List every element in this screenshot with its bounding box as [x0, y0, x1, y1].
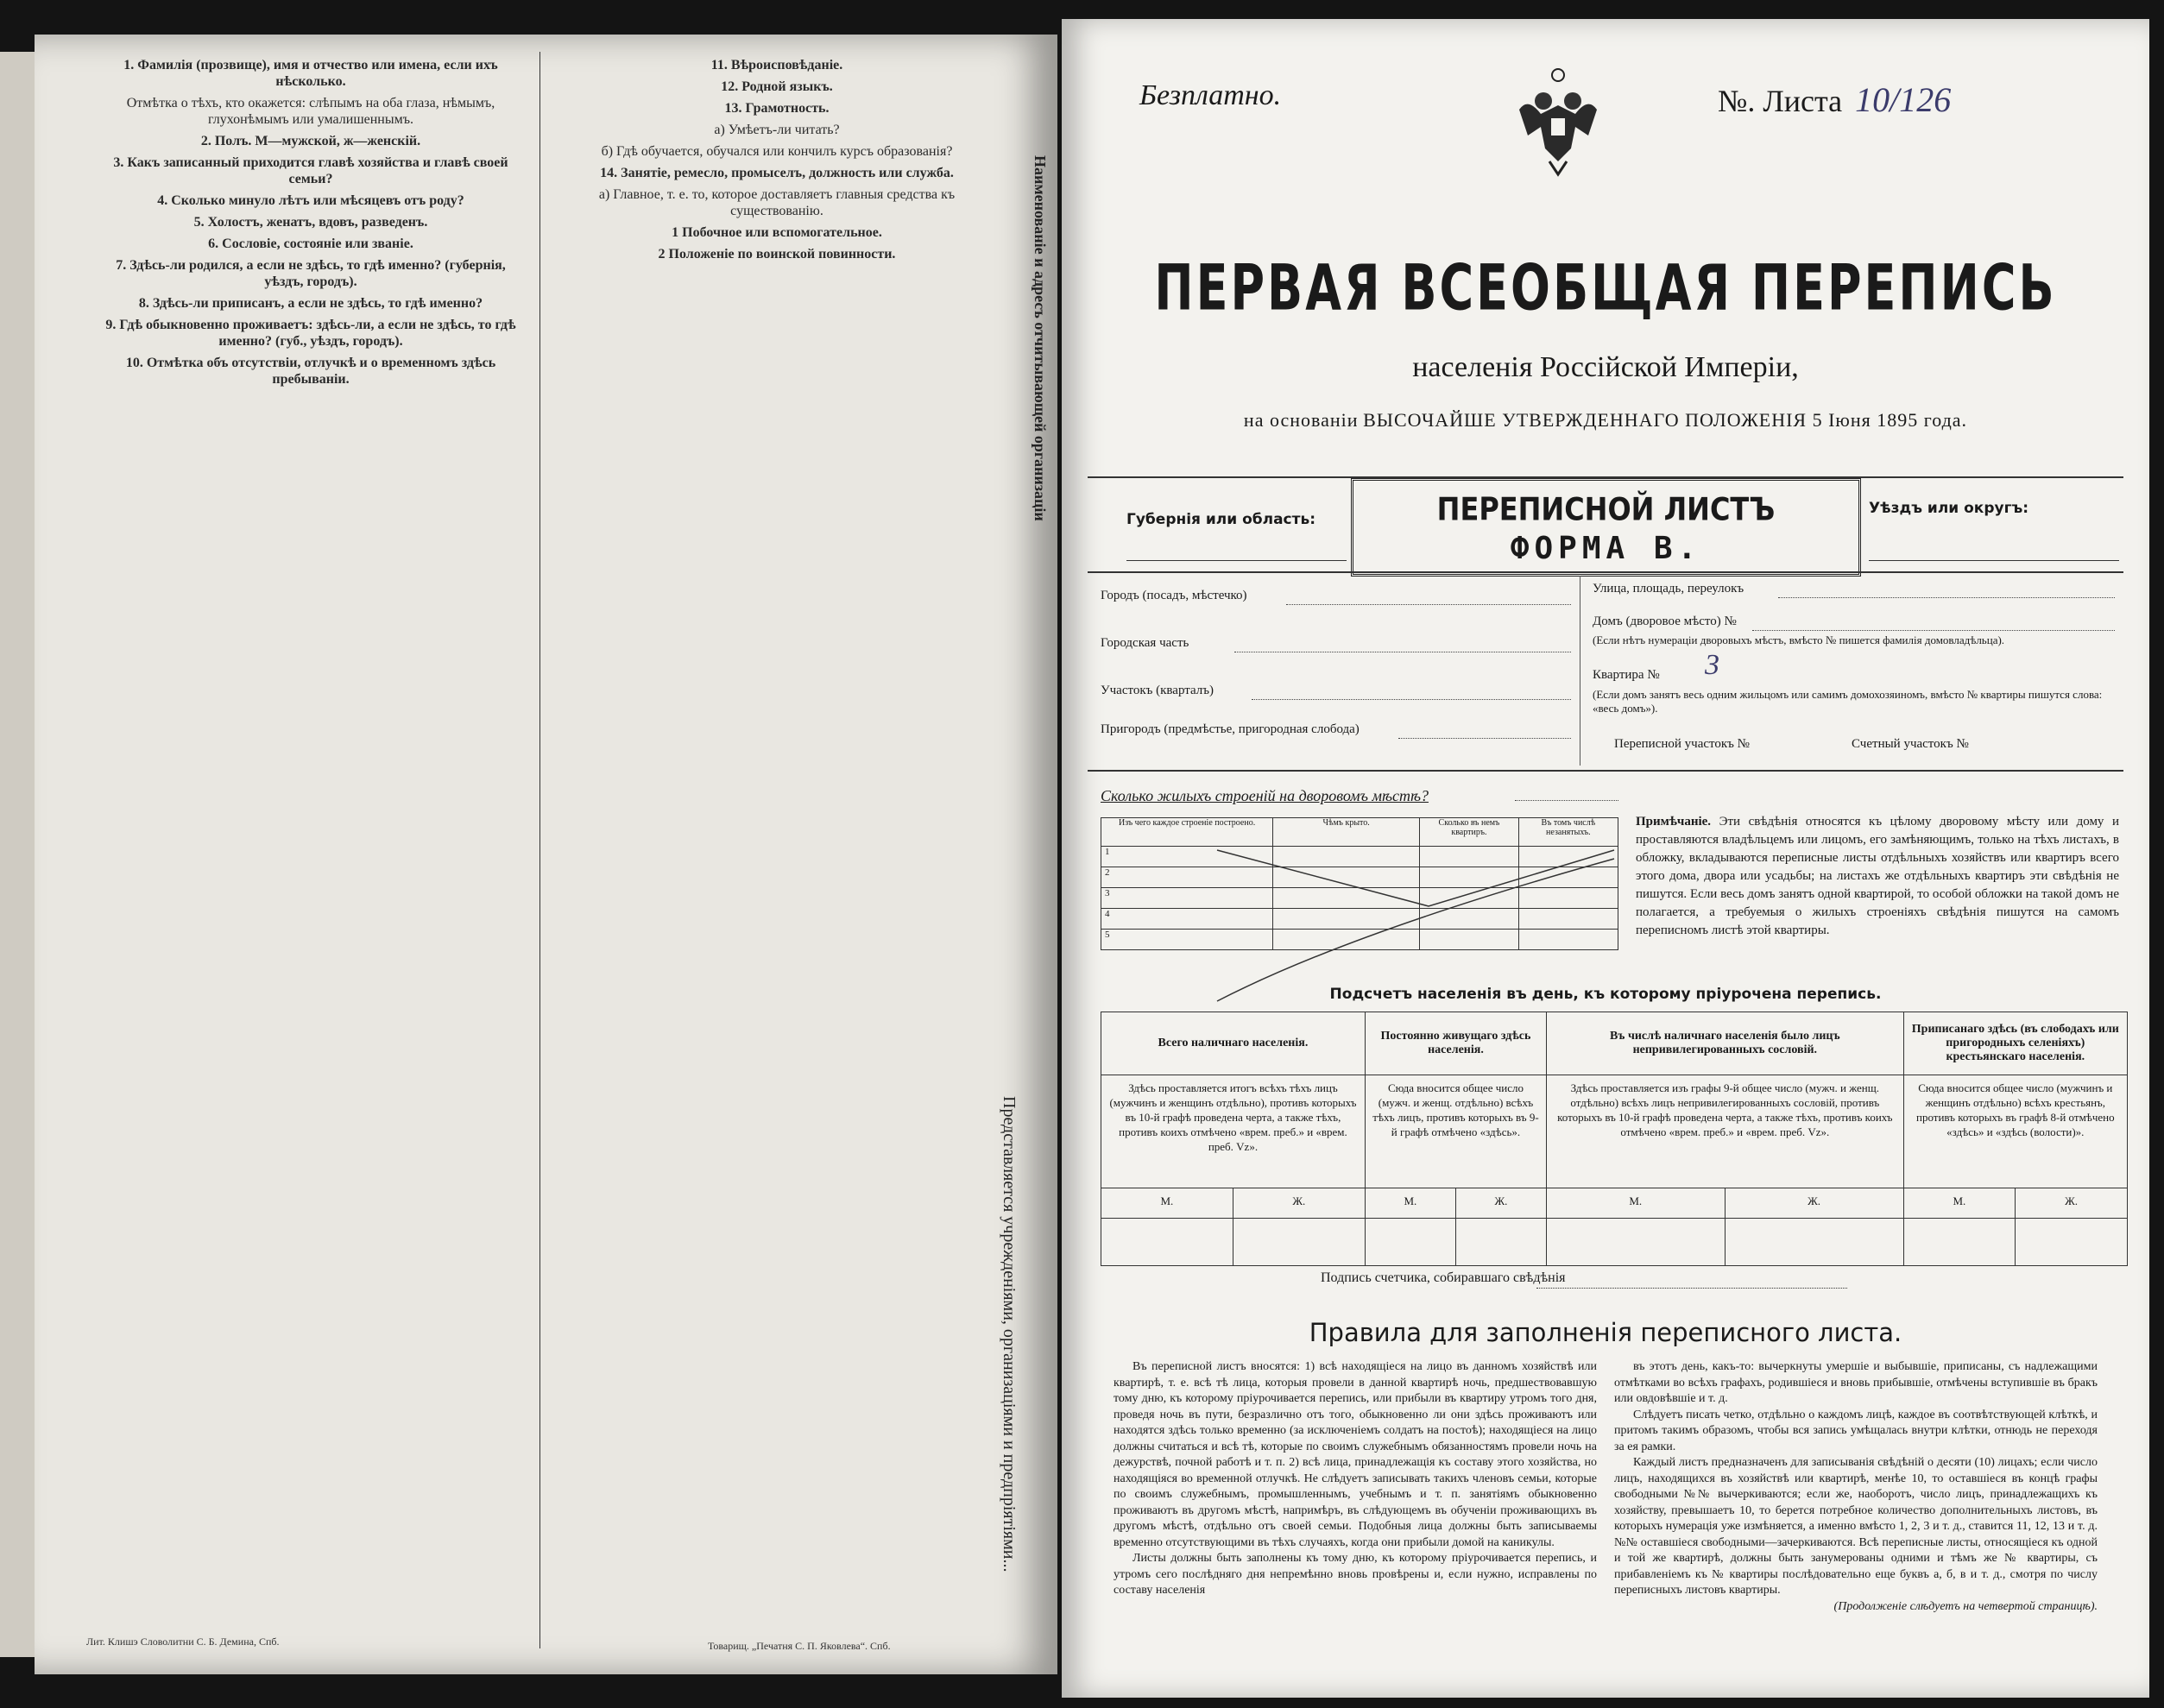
section-2-heading: 2. Полъ. М—мужской, ж—женскій.: [200, 134, 421, 148]
female-header: Ж.: [1725, 1188, 1903, 1219]
count-desc-resident: Сюда вносится общее число (мужч. и женщ. отдѣльно) всѣхъ тѣхъ лицъ, противъ которыхъ въ 9-й графѣ отмѣчено «здѣсь».: [1365, 1075, 1546, 1188]
rules-left-column: [1114, 1359, 1597, 1599]
apartment-note: (Если домъ занятъ весь одним жильцомъ или самимъ домохозяиномъ, вмѣсто № квартиры пишутся слова: «весь домъ»).: [1593, 688, 2103, 715]
form-type-title: ПЕРЕПИСНОЙ ЛИСТЪ: [1436, 490, 1776, 528]
section-1-heading: 1. Фамилія (прозвище), имя и отчество или имена, если ихъ нѣсколько.: [123, 58, 498, 89]
col1-printer-footer: Лит. Клишэ Словолитни С. Б. Демина, Спб.: [86, 1636, 280, 1648]
section-14a-heading: а) Главное, т. е. то, которое доставляетъ главныя средства къ существованію.: [598, 187, 956, 218]
house-field[interactable]: [1752, 630, 2115, 631]
structures-note: [1636, 813, 2119, 940]
subsection-1-heading: 1 Побочное или вспомогательное.: [672, 225, 882, 240]
structures-col-material: Изъ чего каждое строеніе построено.: [1101, 818, 1273, 847]
city-label: Городъ (посадъ, мѣстечко): [1101, 589, 1247, 602]
structures-count-field[interactable]: [1515, 800, 1618, 801]
female-header: Ж.: [2016, 1188, 2128, 1219]
enumerator-signature-field[interactable]: [1536, 1288, 1847, 1289]
enumerator-signature-label: Подпись счетчика, собиравшаго свѣдѣнія: [1321, 1270, 1566, 1285]
note-text: Эти свѣдѣнія относятся къ цѣлому дворовому мѣсту или дому и проставляются владѣльцемъ или лицомъ, его замѣняющимъ, только на тѣхъ листахъ, в обложку, вкладываются переписные листы отдѣльныхъ хозяйствъ или квартиръ всего этого дома, двора или усадьбы; на листахъ же отдѣльныхъ квартиръ эти свѣдѣнія не пишутся. Если весь домъ занятъ одной квартирой, то особой обложки на такой домъ не полагается, а требуемыя о жилыхъ строеніяхъ свѣдѣнія пишутся на самомъ переписномъ листѣ этой квартиры.: [1636, 815, 2119, 937]
district-field[interactable]: [1252, 699, 1571, 700]
count-desc-registered: Сюда вносится общее число (мужчинъ и женщинъ отдѣльно) всѣхъ крестьянъ, противъ которыхъ въ графѣ 8-й отмѣчено «здѣсь» и «здѣсь (волости)».: [1903, 1075, 2127, 1188]
count-cell[interactable]: [1547, 1219, 1725, 1266]
section-divider: [1088, 770, 2123, 772]
form-legal-basis-text: ВЫСОЧАЙШЕ УТВЕРЖДЕННАГО ПОЛОЖЕНІЯ 5 Іюня 1895 года.: [1363, 409, 1968, 431]
row-number: 4: [1101, 909, 1273, 930]
free-label: Безплатно.: [1139, 79, 1282, 111]
census-district-label: Переписной участокъ №: [1614, 737, 1750, 751]
instructions-page: [35, 35, 1057, 1674]
section-1-subheading: Отмѣтка о тѣхъ, кто окажется: слѣпымъ на оба глаза, нѣмымъ, глухонѣмымъ или умалишеннымъ.: [126, 96, 495, 127]
count-cell[interactable]: [2016, 1219, 2128, 1266]
female-header: Ж.: [1233, 1188, 1365, 1219]
sheet-number-handwritten: 10/126: [1855, 80, 1952, 119]
rules-paragraph: Листы должны быть заполнены къ тому дню, къ которому пріурочивается перепись, и утромъ сего послѣдняго дня непремѣнно вновь провѣрены и, если нужно, исправлены по составу населенія: [1114, 1552, 1597, 1597]
form-header-row: [1088, 476, 2123, 573]
count-cell[interactable]: [1903, 1219, 2015, 1266]
structures-question: Сколько жилыхъ строеній на дворовомъ мѣстѣ?: [1101, 787, 1429, 804]
section-13a-heading: а) Умѣетъ-ли читать?: [714, 123, 840, 137]
section-divider: [1088, 571, 2123, 573]
section-14-heading: 14. Занятіе, ремесло, промыселъ, должность или служба.: [600, 166, 954, 180]
section-9-heading: 9. Гдѣ обыкновенно проживаетъ: здѣсь-ли, а если не здѣсь, то гдѣ именно? (губ., уѣздъ, городъ).: [105, 318, 516, 349]
section-3-heading: 3. Какъ записанный приходится главѣ хозяйства и главѣ своей семьи?: [113, 155, 508, 186]
street-field[interactable]: [1778, 597, 2115, 598]
section-4-heading: 4. Сколько минуло лѣтъ или мѣсяцевъ отъ роду?: [157, 193, 464, 208]
section-8-heading: 8. Здѣсь-ли приписанъ, а если не здѣсь, то гдѣ именно?: [138, 296, 483, 311]
structures-col-vacant: Въ томъ числѣ незанятыхъ.: [1518, 818, 1618, 847]
apartment-value: 3: [1705, 649, 1719, 681]
row-number: 5: [1101, 930, 1273, 950]
rules-title: Правила для заполненія переписного листа.: [1309, 1318, 1902, 1347]
male-header: М.: [1903, 1188, 2015, 1219]
structures-col-apartments: Сколько въ немъ квартиръ.: [1420, 818, 1519, 847]
uezd-label: Уѣздъ или округъ:: [1869, 500, 2029, 517]
section-13-heading: 13. Грамотность.: [724, 101, 830, 116]
apartment-label: Квартира №: [1593, 668, 1660, 682]
count-desc-present: Здѣсь проставляется итогъ всѣхъ тѣхъ лицъ (мужчинъ и женщинъ отдѣльно), противъ которыхъ въ 10-й графѣ проведена черта, а также тѣхъ, противъ коихъ отмѣчено «врем. преб.» и «врем. преб. Vz».: [1101, 1075, 1366, 1188]
sheet-number-label: №. Листа: [1718, 84, 1843, 118]
form-legal-basis-pre: на основаніи: [1243, 409, 1359, 431]
count-header-nonprivileged: Въ числѣ наличнаго населенія было лицъ непривилегированныхъ сословій.: [1547, 1012, 1904, 1075]
form-main-title: ПЕРВАЯ ВСЕОБЩАЯ ПЕРЕПИСЬ: [1154, 250, 2057, 325]
house-note: (Если нѣтъ нумераціи дворовыхъ мѣстъ, вмѣсто № пишется фамилія домовладѣльца).: [1593, 633, 2005, 646]
section-13b-heading: б) Гдѣ обучается, обучался или кончилъ курсъ образованія?: [601, 144, 953, 159]
subsection-2-heading: 2 Положеніе по воинской повинности.: [658, 247, 896, 262]
count-header-registered: Приписанаго здѣсь (въ слободахъ или пригородныхъ селеніяхъ) крестьянскаго населенія.: [1903, 1012, 2127, 1075]
male-header: М.: [1365, 1188, 1455, 1219]
section-5-heading: 5. Холостъ, женатъ, вдовъ, разведенъ.: [193, 215, 428, 230]
male-header: М.: [1547, 1188, 1725, 1219]
structures-col-roof: Чѣмъ крыто.: [1273, 818, 1420, 847]
row-number: 3: [1101, 888, 1273, 909]
counting-district-label: Счетный участокъ №: [1852, 737, 1969, 751]
rules-paragraph: Каждый листъ предназначенъ для записыванія свѣдѣній о десяти (10) лицахъ; если число лицъ, находящихся въ хозяйствѣ или квартирѣ, менѣе 10, то оставшіеся въ концѣ графы свободными №№ вычеркиваются; если же, наоборотъ, число лицъ, принадлежащихъ къ хозяйству, превышаетъ 10, то берется потребное количество дополнительныхъ листовъ, въ которыхъ нумерація уже измѣняется, а именно вмѣсто 1, 2, 3 и т. д., ставится 11, 12, 13 и т. д. №№ оставшіеся свободными—зачеркиваются. Всѣ переписные листы, относящіеся къ одной и той же квартирѣ, должны быть занумерованы одними и тѣмъ же № квартиры, съ прибавленіемъ къ № квартиры послѣдовательно еще буквъ а, б, в и т. д., смотря по числу переписныхъ листовъ квартиры.: [1614, 1456, 2098, 1597]
section-6-heading: 6. Сословіе, состояніе или званіе.: [208, 236, 413, 251]
rules-continued-note: (Продолженіе слѣдуетъ на четвертой страницѣ).: [1833, 1599, 2098, 1613]
male-header: М.: [1101, 1188, 1233, 1219]
gubernia-label: Губернія или область:: [1126, 511, 1316, 528]
imperial-eagle-crest-icon: [1511, 66, 1606, 179]
population-count-title: Подсчетъ населенія въ день, къ которому пріурочена перепись.: [1329, 986, 1882, 1003]
count-cell[interactable]: [1365, 1219, 1455, 1266]
street-label: Улица, площадь, переулокъ: [1593, 582, 1744, 596]
suburb-field[interactable]: [1398, 738, 1571, 739]
count-cell[interactable]: [1455, 1219, 1546, 1266]
female-header: Ж.: [1455, 1188, 1546, 1219]
population-count-table: [1101, 1012, 2128, 1266]
count-header-present: Всего наличнаго населенія.: [1101, 1012, 1366, 1075]
count-header-resident: Постоянно живущаго здѣсь населенія.: [1365, 1012, 1546, 1075]
count-cell[interactable]: [1725, 1219, 1903, 1266]
rules-paragraph: Слѣдуетъ писать четко, отдѣльно о каждомъ лицѣ, каждое въ соотвѣтствующей клѣткѣ, и притомъ такимъ образомъ, чтобы вся запись умѣщалась внутри клѣтки, отнюдь не переходя за ея рамки.: [1614, 1408, 2098, 1453]
rules-paragraph: Въ переписной листъ вносятся: 1) всѣ находящіеся на лицо въ данномъ хозяйствѣ или квартирѣ, т. е. всѣ тѣ лица, которыя прoвели в данной квартирѣ ночь, предшествовавшую тому дню, къ которому пріурочивается перепись, или прибыли въ квартиру утромъ того дня, проведя ночь въ пути, безразлично отъ того, обыкновенно ли они здѣсь проживаютъ или находятся здѣсь только временно (за исключеніемъ солдатъ на постоѣ); находящіеся на лицо должны считаться и всѣ тѣ, которые по своимъ служебнымъ обязанностямъ провели ночь на дежурствѣ, почной работѣ и т. п. 2) всѣ лица, принадлежащія къ составу этого хозяйства, но находящіяся во временной отлучкѣ. Не слѣдуетъ записывать такихъ членовъ семьи, которые по своимъ служебнымъ, промышленнымъ, учебнымъ и т. п. занятіямъ обыкновенно проживаютъ въ другомъ мѣстѣ, напримѣръ, въ слѣдующемъ въ обученіи проживающихъ въ другомъ мѣстѣ, отдѣльно отъ своей семьи. Подобныя лица должны быть записываемы временно отсутствующими въ тѣхъ случаяхъ, когда они прибыли домой на каникулы.: [1114, 1360, 1597, 1549]
section-11-heading: 11. Вѣроисповѣданіе.: [710, 58, 843, 72]
count-cell[interactable]: [1101, 1219, 1233, 1266]
form-type-letter: ФОРМА В.: [1510, 531, 1702, 566]
section-7-heading: 7. Здѣсь-ли родился, а если не здѣсь, то гдѣ именно? (губернія, уѣздъ, городъ).: [116, 258, 506, 289]
section-10-heading: 10. Отмѣтка объ отсутствіи, отлучкѣ и о временномъ здѣсь пребываніи.: [125, 356, 496, 387]
section-12-heading: 12. Родной языкъ.: [721, 79, 833, 94]
city-part-label: Городская часть: [1101, 636, 1189, 650]
instructions-column-2: [552, 52, 1001, 266]
city-field[interactable]: [1286, 604, 1571, 605]
spine-stamp-heading: Наименованіе и адресъ отчитывающей организаціи: [1032, 155, 1049, 521]
spine-stamp-text: Представляется учрежденіями, организаціями и предпріятіями...: [1000, 1096, 1019, 1572]
form-type-box: [1351, 478, 1861, 577]
house-label: Домъ (дворовое мѣсто) №: [1593, 615, 1737, 628]
gubernia-field[interactable]: [1126, 560, 1347, 561]
row-number: 2: [1101, 867, 1273, 888]
rules-paragraph: въ этотъ день, какъ-то: вычеркнуты умершіе и выбывшіе, приписаны, съ надлежащими отмѣтками во всѣхъ графахъ, родившіеся и вновь прибывшіе, отмѣчены вступившіе въ бракъ или овдовѣвшіе и т. д.: [1614, 1360, 2098, 1405]
district-label: Участокъ (кварталъ): [1101, 684, 1214, 697]
instructions-column-1: [95, 52, 527, 391]
uezd-field[interactable]: [1869, 560, 2119, 561]
col2-printer-footer: Товарищ. „Печатня С. П. Яковлева“. Спб.: [708, 1640, 891, 1652]
sheet-number: [1718, 79, 1951, 120]
column-divider: [539, 52, 540, 1648]
form-legal-basis: [1062, 409, 2149, 432]
count-desc-nonprivileged: Здѣсь проставляется изъ графы 9-й общее число (мужч. и женщ. отдѣльно) всѣхъ лицъ непривилегированныхъ сословій, противъ которыхъ въ 10-й графѣ проведена черта, а также тѣхъ, противъ коихъ отмѣчено «врем. преб.» и «врем. преб. Vz».: [1547, 1075, 1904, 1188]
note-label: Примѣчаніе.: [1636, 815, 1712, 829]
census-form-page: [1062, 19, 2149, 1698]
suburb-label: Пригородъ (предмѣстье, пригородная слобода): [1101, 722, 1360, 736]
rules-right-column: [1614, 1359, 2098, 1615]
count-cell[interactable]: [1233, 1219, 1365, 1266]
row-number: 1: [1101, 847, 1273, 867]
form-subtitle: населенія Россійской Имперіи,: [1412, 351, 1799, 383]
